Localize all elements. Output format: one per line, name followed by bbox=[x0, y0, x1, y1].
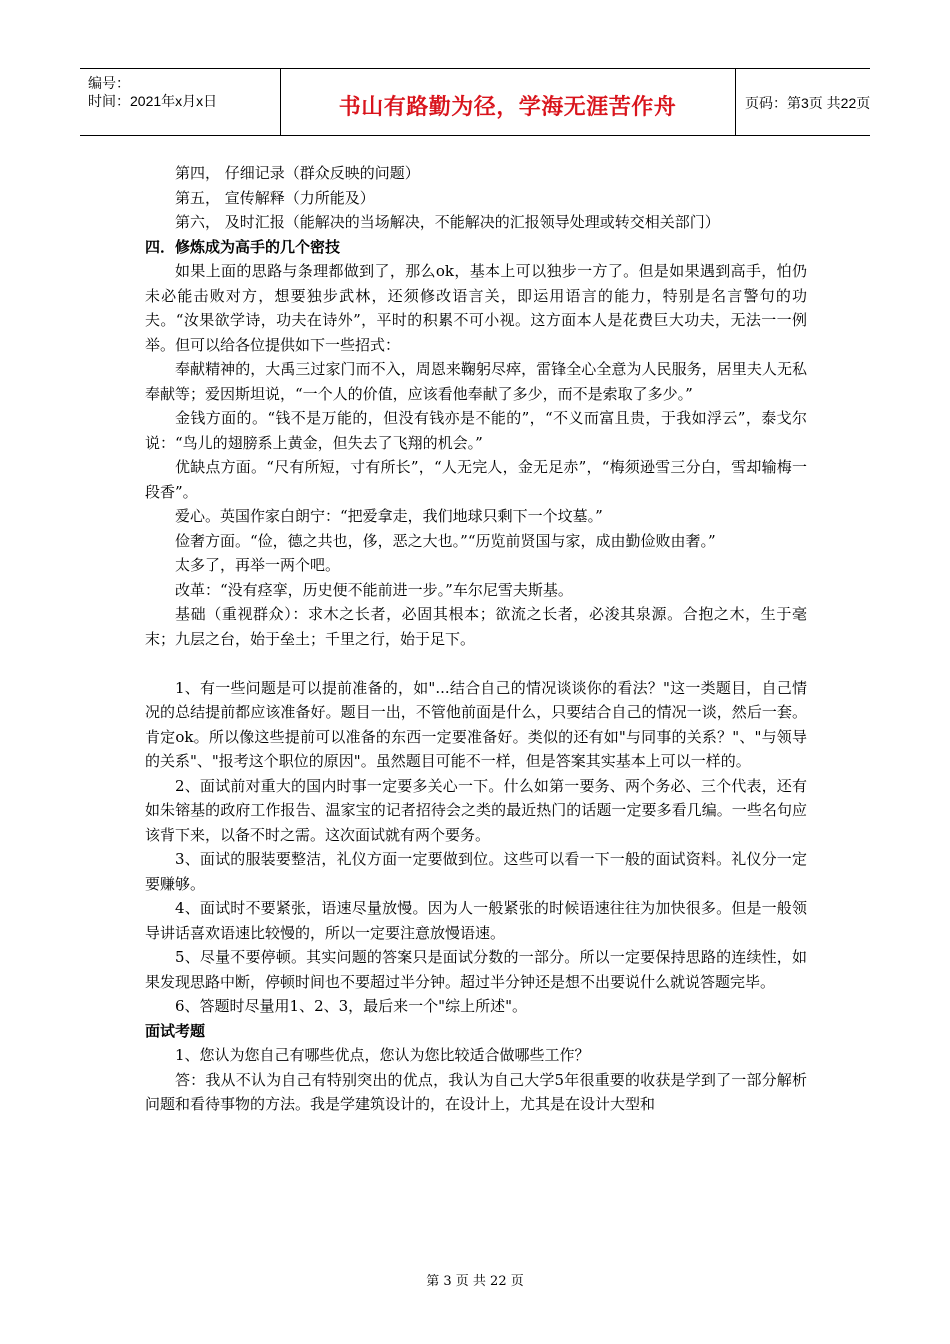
number-label: 编号： bbox=[88, 75, 130, 91]
paragraph: 第五， 宣传解释（力所能及） bbox=[175, 188, 375, 207]
section-heading: 四．修炼成为高手的几个密技 bbox=[145, 237, 341, 256]
paragraph: 4、面试时不要紧张，语速尽量放慢。因为人一般紧张的时候语速往往为加快很多。但是一般领导讲话喜欢语速比较慢的，所以一定要注意放慢语速。 bbox=[145, 899, 807, 942]
paragraph: 第四， 仔细记录（群众反映的问题） bbox=[175, 164, 420, 182]
header-info-cell bbox=[80, 69, 281, 135]
paragraph: 6、答题时尽量用1、2、3，最后来一个"综上所述"。 bbox=[175, 997, 527, 1015]
paragraph: 3、面试的服装要整洁，礼仪方面一定要做到位。这些可以看一下一般的面试资料。礼仪分一定要赚够。 bbox=[145, 850, 807, 893]
paragraph: 5、尽量不要停顿。其实问题的答案只是面试分数的一部分。所以一定要保持思路的连续性，如果发现思路中断，停顿时间也不要超过半分钟。超过半分钟还是想不出要说什么就说答题完毕。 bbox=[145, 948, 807, 991]
date-label: 时间：2021年x月x日 bbox=[88, 93, 218, 109]
paragraph: 1、有一些问题是可以提前准备的，如"...结合自己的情况谈谈你的看法？"这一类题目，自己情况的总结提前都应该准备好。题目一出，不管他前面是什么，只要结合自己的情况一谈，然后一套。肯定ok。所以像这些提前可以准备的东西一定要准备好。类似的还有如"与同事的关系？"、"与领导的关系"、"报考这个职位的原因"。虽然题目可能不一样，但是答案其实基本上可以一样的。 bbox=[145, 678, 807, 770]
paragraph: 第六， 及时汇报（能解决的当场解决，不能解决的汇报领导处理或转交相关部门） bbox=[175, 213, 720, 231]
page-footer: 第 3 页 共 22 页 bbox=[426, 1274, 524, 1289]
paragraph: 太多了，再举一两个吧。 bbox=[175, 556, 341, 574]
header-motto-cell bbox=[280, 69, 736, 135]
paragraph: 基础（重视群众）：求木之长者，必固其根本；欲流之长者，必浚其泉源。合抱之木，生于毫末；九层之台，始于垒土；千里之行，始于足下。 bbox=[145, 605, 807, 648]
motto: 书山有路勤为径，学海无涯苦作舟 bbox=[338, 95, 677, 120]
page-header bbox=[80, 68, 870, 136]
page-label: 页码：第3页 共22页 bbox=[745, 95, 871, 111]
paragraph: 1、您认为您自己有哪些优点，您认为您比较适合做哪些工作？ bbox=[175, 1046, 590, 1064]
header-page-cell bbox=[735, 69, 870, 135]
paragraph: 2、面试前对重大的国内时事一定要多关心一下。什么如第一要务、两个务必、三个代表，还有如朱镕基的政府工作报告、温家宝的记者招待会之类的最近热门的话题一定要多看几编。一些名句应该背下来，以备不时之需。这次面试就有两个要务。 bbox=[145, 776, 807, 844]
paragraph: 奉献精神的，大禹三过家门而不入，周恩来鞠躬尽瘁，雷锋全心全意为人民服务，居里夫人无私奉献等；爱因斯坦说，“一个人的价值，应该看他奉献了多少，而不是索取了多少。” bbox=[145, 360, 807, 403]
section-heading: 面试考题 bbox=[145, 1021, 206, 1040]
blank-line bbox=[145, 651, 807, 676]
document-body bbox=[145, 161, 807, 1117]
paragraph: 爱心。英国作家白朗宁：“把爱拿走，我们地球只剩下一个坟墓。” bbox=[175, 507, 603, 525]
paragraph: 俭奢方面。“俭，德之共也，侈，恶之大也。”“历览前贤国与家，成由勤俭败由奢。” bbox=[175, 531, 716, 550]
paragraph: 金钱方面的。“钱不是万能的，但没有钱亦是不能的”，“不义而富且贵，于我如浮云”，泰戈尔说：“鸟儿的翅膀系上黄金，但失去了飞翔的机会。” bbox=[145, 409, 807, 452]
paragraph: 如果上面的思路与条理都做到了，那么ok，基本上可以独步一方了。但是如果遇到高手，怕仍未必能击败对方，想要独步武林，还须修改语言关，即运用语言的能力，特别是名言警句的功夫。“汝果欲学诗，功夫在诗外”，平时的积累不可小视。这方面本人是花费巨大功夫，无法一一例举。但可以给各位提供如下一些招式： bbox=[145, 262, 807, 354]
paragraph: 改革：“没有痉挛，历史便不能前进一步。”车尔尼雪夫斯基。 bbox=[175, 580, 573, 599]
paragraph: 答：我从不认为自己有特别突出的优点，我认为自己大学5年很重要的收获是学到了一部分解析问题和看待事物的方法。我是学建筑设计的，在设计上，尤其是在设计大型和 bbox=[145, 1070, 807, 1113]
paragraph: 优缺点方面。“尺有所短，寸有所长”，“人无完人，金无足赤”，“梅须逊雪三分白，雪却输梅一段香”。 bbox=[145, 458, 807, 501]
